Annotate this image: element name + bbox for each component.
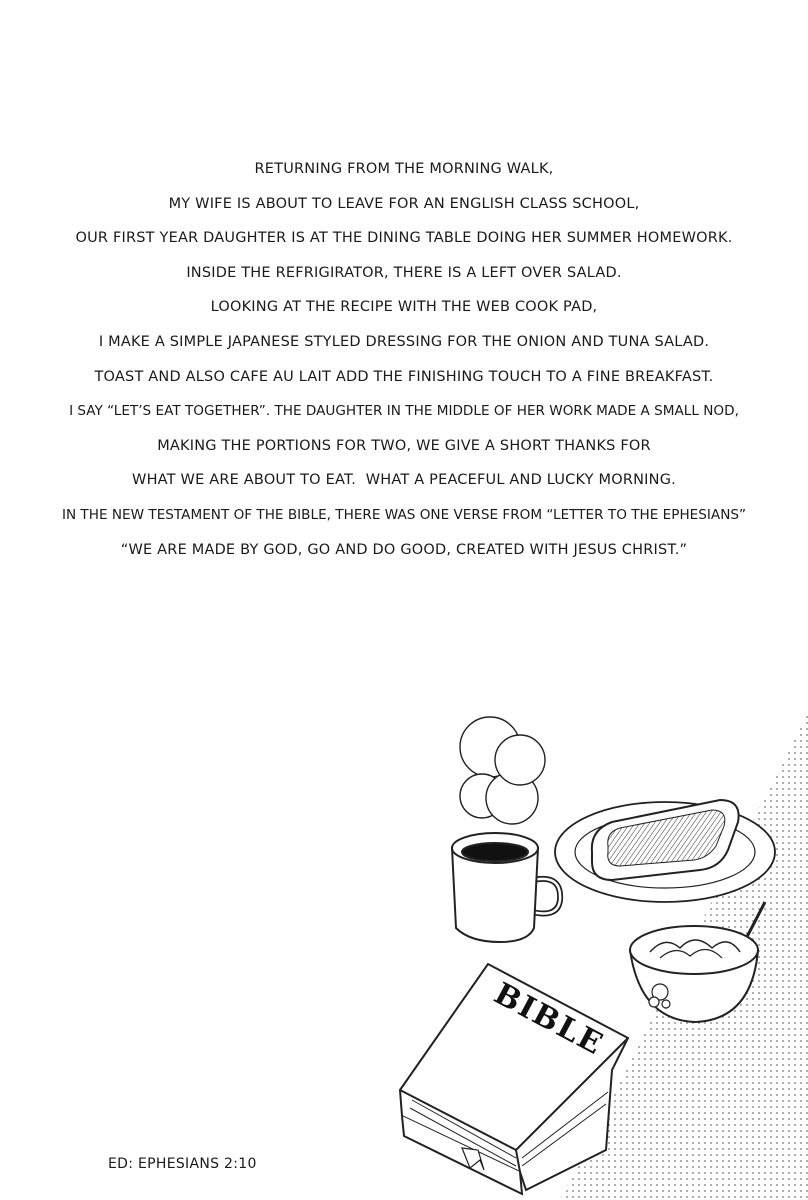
poem-line: I SAY “LET’S EAT TOGETHER”. THE DAUGHTER IN THE MIDDLE OF HER WORK MADE A SMALL NOD, xyxy=(69,403,739,420)
poem-line: OUR FIRST YEAR DAUGHTER IS AT THE DINING TABLE DOING HER SUMMER HOMEWORK. xyxy=(75,230,733,247)
poem-line: WHAT WE ARE ABOUT TO EAT. WHAT A PEACEFUL AND LUCKY MORNING. xyxy=(132,472,676,489)
bible-cover-title: BIBLE xyxy=(488,976,610,1063)
poem-line: RETURNING FROM THE MORNING WALK, xyxy=(254,161,554,177)
toast-plate-icon xyxy=(555,800,775,902)
coffee-mug-icon xyxy=(452,833,560,942)
poem-line: I MAKE A SIMPLE JAPANESE STYLED DRESSING FOR THE ONION AND TUNA SALAD. xyxy=(98,333,710,350)
steam-icon xyxy=(460,717,545,824)
poem-line: INSIDE THE REFRIGIRATOR, THERE IS A LEFT OVER SALAD. xyxy=(186,264,622,281)
poem-line: IN THE NEW TESTAMENT OF THE BIBLE, THERE WAS ONE VERSE FROM “LETTER TO THE EPHESIANS” xyxy=(61,506,747,523)
poem-line: MY WIFE IS ABOUT TO LEAVE FOR AN ENGLISH CLASS SCHOOL, xyxy=(168,195,640,212)
poem-line: TOAST AND ALSO CAFE AU LAIT ADD THE FINISHING TOUCH TO A FINE BREAKFAST. xyxy=(94,368,714,385)
poem-line: LOOKING AT THE RECIPE WITH THE WEB COOK PAD, xyxy=(210,299,598,316)
poem-line: “WE ARE MADE BY GOD, GO AND DO GOOD, CREATED WITH JESUS CHRIST.” xyxy=(120,541,688,558)
poem-line: MAKING THE PORTIONS FOR TWO, WE GIVE A SHORT THANKS FOR xyxy=(157,437,651,454)
editor-footnote: ED: EPHESIANS 2:10 xyxy=(108,1156,257,1172)
